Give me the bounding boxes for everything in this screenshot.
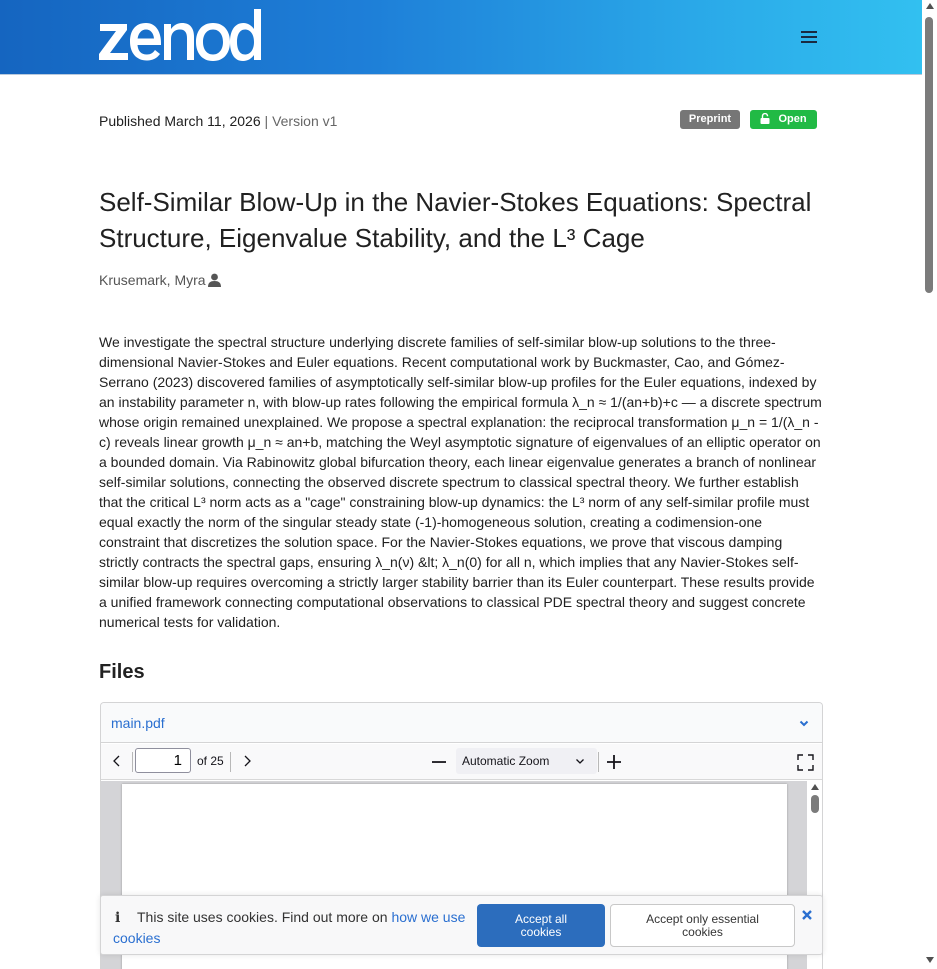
record-abstract: We investigate the spectral structure underlying discrete families of self-similar blow-up solutions to the three-dimensional Navier-Stokes and Euler equations. Recent computational work by Buckmaster, Cao, and Gómez-Serrano (2023) discovered families of asymptotically self-similar blow-up profiles for the Euler equations, indexed by an instability parameter n, with blow-up rates following the empirical formula λ_n ≈ 1/(an+b)+c — a discrete spectrum whose origin remained unexplained. We propose a spectral explanation: the reciprocal transformation μ_n = 1/(λ_n - c) reveals linear growth μ_n ≈ an+b, matching the Weyl asymptotic signature of eigenvalues of an elliptic operator on a bounded domain. Via Rabinowitz global bifurcation theory, each linear eigenvalue generates a branch of nonlinear self-similar solutions, connecting the observed discrete spectrum to classical spectral theory. We further establish that the critical L³ norm acts as a "cage" constraining blow-up dynamics: the L³ norm of any self-similar profile must equal exactly the norm of the singular steady state (-1)-homogeneous solution, creating a codimension-one constraint that discretizes the solution space. For the Navier-Stokes equations, we prove that viscous damping strictly contracts the spectral gaps, ensuring λ_n(ν) &lt; λ_n(0) for all n, which implies that any Navier-Stokes self-similar blow-up requires overcoming a strictly larger stability barrier than its Euler counterpart. These results provide a unified framework connecting computational observations to classical PDE spectral theory and suggest concrete numerical tests for validation. xyxy=(99,334,822,630)
page-number-input[interactable]: 1 xyxy=(135,748,191,773)
published-date: March 11, 2026 xyxy=(164,113,261,129)
site-header xyxy=(0,0,922,75)
zenodo-logo[interactable] xyxy=(99,8,261,62)
meta-separator: | xyxy=(264,113,269,129)
scrollbar-thumb[interactable] xyxy=(811,795,819,813)
previous-page-icon[interactable] xyxy=(110,754,124,768)
close-icon[interactable] xyxy=(801,909,813,921)
scroll-up-arrow-icon[interactable] xyxy=(926,3,934,9)
pdf-viewer-toolbar xyxy=(101,744,822,780)
menu-line xyxy=(801,41,817,43)
author-list xyxy=(99,272,222,288)
cookie-message xyxy=(113,907,469,948)
cookie-policy-link[interactable]: how we use cookies xyxy=(113,909,466,946)
scrollbar-thumb[interactable] xyxy=(925,17,933,293)
toolbar-divider xyxy=(598,752,599,772)
author-name[interactable]: Krusemark, Myra xyxy=(99,272,206,288)
resource-type-label: Preprint xyxy=(688,113,732,125)
hamburger-menu-icon[interactable] xyxy=(797,28,823,48)
files-heading: Files xyxy=(99,661,145,683)
zoom-out-icon[interactable] xyxy=(431,754,447,770)
unlock-icon xyxy=(760,113,770,124)
scroll-up-arrow-icon[interactable] xyxy=(811,784,819,790)
page-scrollbar[interactable] xyxy=(922,0,937,969)
zoom-select-value: Automatic Zoom xyxy=(462,754,550,768)
zoom-in-icon[interactable] xyxy=(606,754,622,770)
zoom-select[interactable] xyxy=(456,748,597,774)
next-page-icon[interactable] xyxy=(240,754,254,768)
record-title: Self-Similar Blow-Up in the Navier-Stokes Equations: Spectral Structure, Eigenvalue Stability, and the L³ Cage xyxy=(99,187,812,253)
toolbar-divider xyxy=(230,752,231,772)
access-status-badge[interactable] xyxy=(750,110,817,129)
page-count-label: of 25 xyxy=(197,754,224,768)
info-icon: i xyxy=(115,910,121,926)
file-name-link[interactable]: main.pdf xyxy=(111,715,165,731)
cookie-banner xyxy=(100,895,823,955)
file-preview-header[interactable] xyxy=(101,703,822,743)
menu-line xyxy=(801,31,817,33)
cookie-message-text: This site uses cookies. Find out more on xyxy=(137,909,388,925)
publication-meta xyxy=(99,113,337,129)
accept-essential-cookies-button[interactable] xyxy=(610,904,795,947)
accept-all-cookies-button[interactable] xyxy=(477,904,605,947)
toolbar-divider xyxy=(132,752,133,772)
chevron-down-icon[interactable] xyxy=(798,717,810,729)
resource-type-badge[interactable] xyxy=(680,110,740,129)
published-label: Published xyxy=(99,113,161,129)
chevron-down-icon xyxy=(575,756,585,766)
menu-line xyxy=(801,36,817,38)
accept-all-cookies-label: Accept all cookies xyxy=(514,911,568,939)
version-label: Version v1 xyxy=(272,113,338,129)
person-icon xyxy=(207,273,222,287)
accept-essential-cookies-label: Accept only essential cookies xyxy=(646,911,759,939)
fullscreen-icon[interactable] xyxy=(797,754,814,771)
access-status-label: Open xyxy=(778,113,807,125)
scroll-down-arrow-icon[interactable] xyxy=(926,957,934,963)
